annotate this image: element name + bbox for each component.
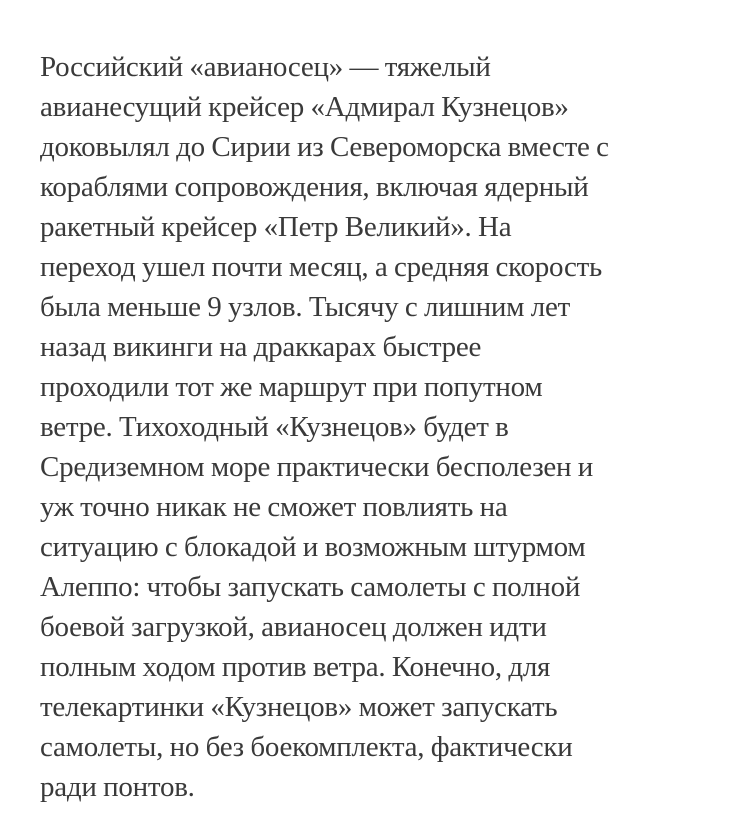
paragraph-line: самолеты, но без боекомплекта, фактически	[40, 731, 573, 763]
paragraph-line: Средиземном море практически бесполезен и	[40, 451, 594, 483]
paragraph-line: телекартинки «Кузнецов» может запускать	[40, 691, 558, 723]
paragraph-line: ракетный крейсер «Петр Великий». На	[40, 211, 512, 243]
paragraph-line: назад викинги на драккарах быстрее	[40, 331, 482, 363]
paragraph-line: боевой загрузкой, авианосец должен идти	[40, 611, 547, 643]
paragraph-line: проходили тот же маршрут при попутном	[40, 371, 543, 403]
paragraph-line: была меньше 9 узлов. Тысячу с лишним лет	[40, 291, 571, 323]
paragraph-line: Российский «авианосец» — тяжелый	[40, 51, 491, 83]
paragraph-line: ситуацию с блокадой и возможным штурмом	[40, 531, 586, 563]
paragraph-line: Алеппо: чтобы запускать самолеты с полной	[40, 571, 581, 603]
paragraph-line: переход ушел почти месяц, а средняя скорость	[40, 251, 603, 283]
paragraph-line: доковылял до Сирии из Североморска вместе с	[40, 131, 609, 163]
paragraph-line: ветре. Тихоходный «Кузнецов» будет в	[40, 411, 509, 443]
paragraph-line: кораблями сопровождения, включая ядерный	[40, 171, 589, 203]
paragraph-line: уж точно никак не сможет повлиять на	[40, 491, 508, 523]
paragraph-line: авианесущий крейсер «Адмирал Кузнецов»	[40, 91, 569, 123]
paragraph-line: ради понтов.	[40, 771, 195, 803]
paragraph-line: полным ходом против ветра. Конечно, для	[40, 651, 551, 683]
article-paragraph	[40, 47, 740, 807]
